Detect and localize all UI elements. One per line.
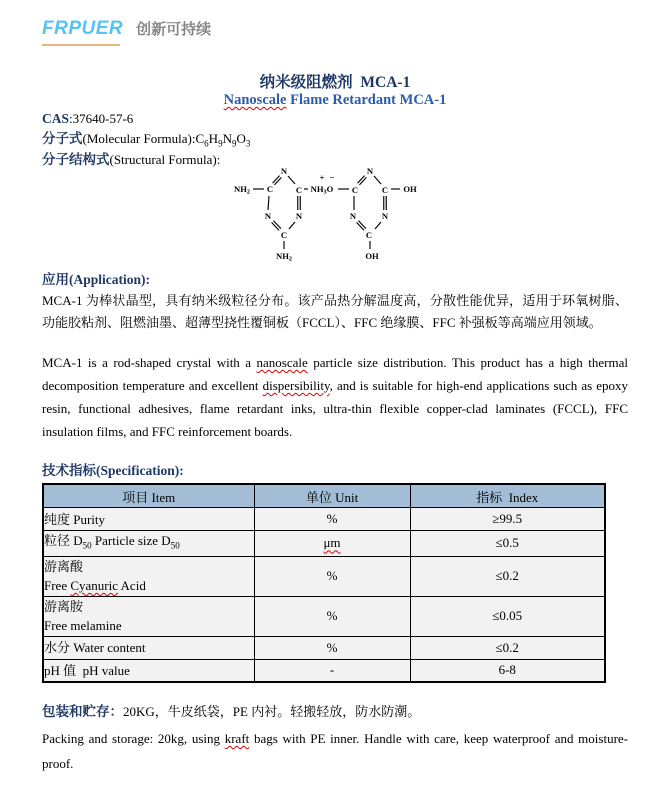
- atom-label: C: [266, 184, 274, 194]
- title-word-nanoscale: Nanoscale: [223, 92, 287, 108]
- company-logo: FRPUER: [42, 18, 124, 39]
- charge-label: −: [329, 172, 335, 183]
- atom-label: $NH_2$: [234, 184, 250, 195]
- word-kraft: kraft: [224, 731, 250, 746]
- atom-label: OH: [365, 251, 379, 261]
- atom-label: C: [365, 230, 373, 240]
- specification-heading: 技术指标(Specification):: [42, 463, 184, 478]
- application-paragraph-zh: MCA-1 为棒状晶型，具有纳米级粒径分布。该产品热分解温度高，分散性能优异，适用于环氧树脂、功能胶粘剂、阻燃油墨、超薄型挠性覆铜板（FCCL）、FFC 绝缘膜、FFC 补强板等高端应用领域。: [42, 293, 628, 330]
- structural-formula-line: 分子结构式(Structural Formula):: [42, 152, 221, 167]
- bond-line: [358, 221, 366, 229]
- atom-label: N: [280, 166, 288, 176]
- application-paragraph-en: MCA-1 is a rod-shaped crystal with a nanoscale particle size distribution. This product has a high thermal decomposition temperature and excellent dispersibility, and is suitable for high-end applications such as epoxy resin, functional adhesives, flame retardant inks, ultra-thin flexible copper-clad laminates (FCCL), FFC insulation films, and FFC reinforcement boards.: [42, 355, 628, 439]
- packing-heading: 包装和贮存：: [42, 704, 123, 719]
- atom-label: N: [349, 211, 357, 221]
- table-row-ph-value: pH 值 pH value - 6-8: [43, 659, 605, 682]
- atom-label: C: [295, 185, 303, 195]
- column-header-index: 指标 Index: [410, 484, 605, 508]
- structural-formula-label: 分子结构式: [42, 152, 110, 167]
- atom-label: N: [295, 211, 303, 221]
- atom-label: C: [280, 230, 288, 240]
- table-row-particle-size: 粒径 $D_{50}$ Particle size $D_{50}$ μm ≤0.5: [43, 531, 605, 557]
- logo-row: [42, 18, 211, 40]
- column-header-item: 项目 Item: [43, 484, 254, 508]
- packing-paragraph-en: Packing and storage: 20kg, using kraft bags with PE inner. Handle with care, keep waterproof and moisture-proof.: [42, 731, 628, 771]
- bond-line: [272, 222, 280, 230]
- bond-line: [273, 221, 281, 229]
- bond-line: [289, 222, 295, 229]
- table-row-purity: 纯度 Purity % ≥99.5: [43, 508, 605, 531]
- atom-label: OH: [403, 184, 417, 194]
- bond-line: [357, 222, 365, 230]
- bond-line: [273, 176, 280, 184]
- page-title-en: [42, 92, 628, 109]
- atom-label: $NH_3O$: [310, 184, 334, 195]
- chemical-structure-diagram: [225, 160, 435, 264]
- cas-label: CAS: [42, 111, 70, 126]
- atom-label: C: [381, 185, 389, 195]
- charge-label: +: [319, 172, 325, 183]
- specification-table: [42, 483, 606, 683]
- logo-underline: [42, 44, 120, 46]
- cas-line: [42, 110, 628, 127]
- word-dispersibility: dispersibility: [262, 378, 330, 393]
- logo-tagline: 创新可持续: [136, 21, 212, 38]
- title-rest: Flame Retardant MCA-1: [286, 92, 447, 108]
- page-title-zh: 纳米级阻燃剂 MCA-1: [259, 74, 411, 91]
- table-header-row: [43, 484, 605, 508]
- word-cyanuric: Cyanuric: [70, 578, 119, 594]
- application-heading: 应用(Application):: [42, 272, 150, 287]
- molecular-formula-label: 分子式: [42, 131, 83, 146]
- atom-label: C: [351, 185, 359, 195]
- table-row-free-cyanuric-acid: 游离酸 Free Cyanuric Acid % ≤0.2: [43, 556, 605, 596]
- bond-line: [274, 177, 281, 185]
- column-header-unit: 单位 Unit: [254, 484, 410, 508]
- bond-line: [375, 222, 381, 229]
- packing-line-zh: 包装和贮存：20KG，牛皮纸袋，PE 内衬。轻搬轻放，防水防潮。: [42, 704, 421, 719]
- bond-line: [268, 196, 269, 210]
- atom-label: N: [264, 211, 272, 221]
- bond-line: [359, 177, 366, 185]
- unit-um: μm: [323, 535, 341, 551]
- bond-line: [358, 176, 365, 184]
- table-row-water-content: 水分 Water content % ≤0.2: [43, 636, 605, 659]
- bond-line: [374, 176, 381, 184]
- molecular-formula-line: 分子式(Molecular $Formula):C_6H_9N_9O_3$: [42, 131, 251, 149]
- word-nanoscale: nanoscale: [256, 355, 308, 370]
- table-row-free-melamine: 游离胺 Free melamine % ≤0.05: [43, 596, 605, 636]
- atom-label: N: [381, 211, 389, 221]
- atom-label: $NH_2$: [276, 251, 292, 262]
- bond-line: [288, 176, 295, 184]
- cas-value: :37640-57-6: [69, 111, 134, 126]
- atom-label: N: [366, 166, 374, 176]
